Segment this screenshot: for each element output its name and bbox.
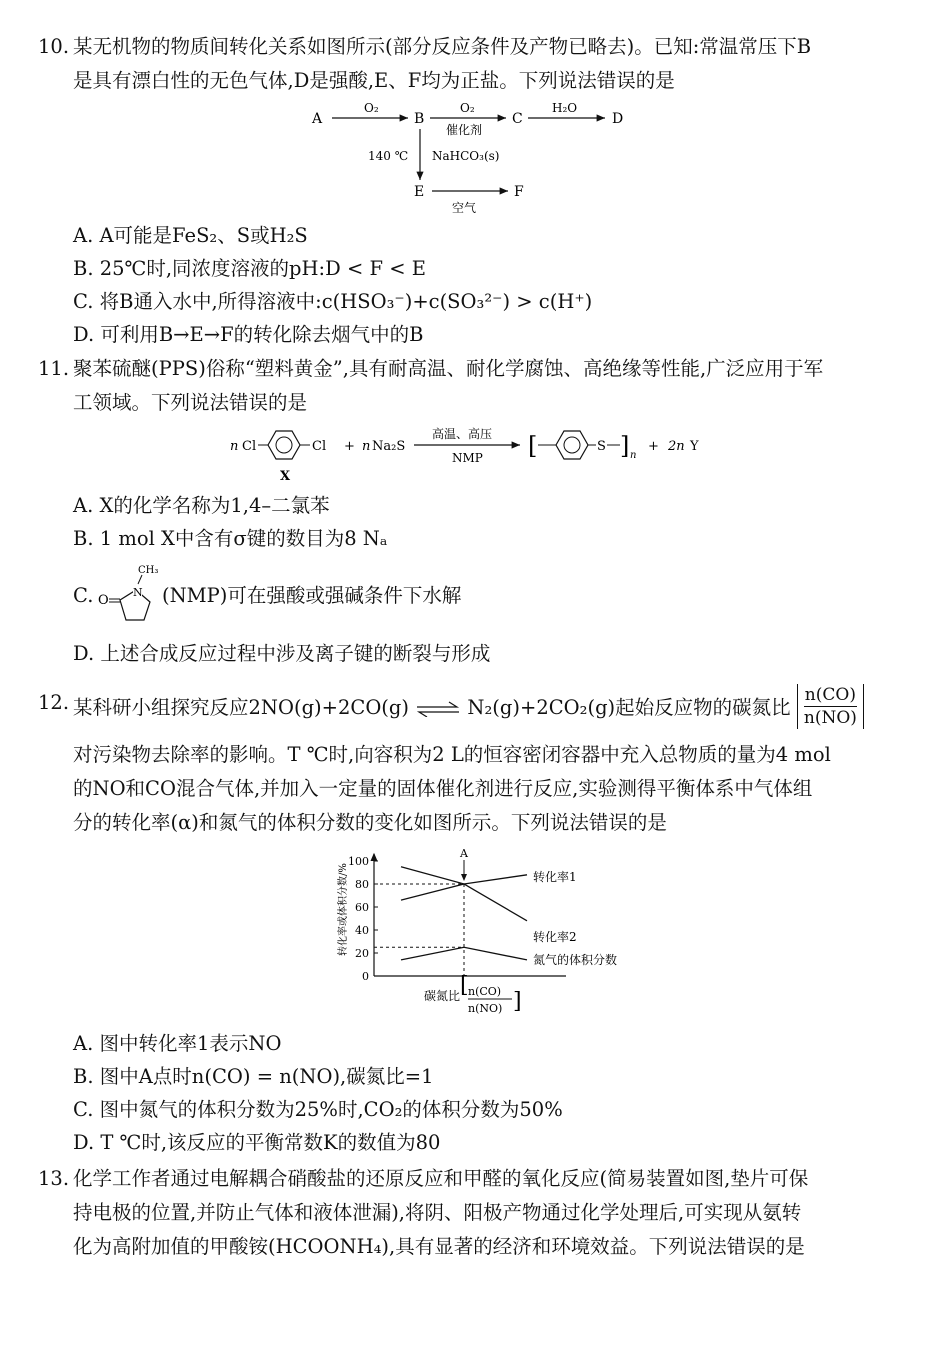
x-axis-label: 碳氮比 [424, 989, 461, 1003]
condition-nmp: NMP [452, 451, 483, 465]
product-y: Y [690, 439, 699, 454]
option-b: B. 图中A点时n(CO) = n(NO),碳氮比=1 [73, 1065, 434, 1088]
species-E: E [414, 184, 425, 200]
question-number: 13. [38, 1167, 70, 1190]
fraction-numerator: n(CO) [804, 685, 856, 705]
question-stem-part: N₂(g)+2CO₂(g)起始反应物的碳氮比 [467, 696, 791, 719]
q12-conversion-chart [326, 846, 626, 1026]
y-axis-label: 转化率或体积分数/% [338, 863, 349, 956]
species-F: F [514, 184, 524, 200]
question-stem-line: 持电极的位置,并防止气体和液体泄漏),将阴、阳极产物通过化学处理后,可实现从氨转 [73, 1201, 802, 1224]
option-c: C. 将B通入水中,所得溶液中:c(HSO₃⁻)+c(SO₃²⁻) > c(H⁺) [73, 290, 593, 313]
y-tick-label: 60 [355, 901, 369, 914]
sulfur: S [597, 439, 606, 454]
question-number: 10. [38, 35, 70, 58]
plus-sign: + [344, 439, 355, 454]
question-stem-line: 某无机物的物质间转化关系如图所示(部分反应条件及产物已略去)。已知:常温常压下B [73, 35, 812, 58]
benzene-ring [556, 431, 588, 459]
question-stem-line: 分的转化率(α)和氮气的体积分数的变化如图所示。下列说法错误的是 [73, 811, 667, 834]
question-stem-part: 某科研小组探究反应2NO(g)+2CO(g) [73, 696, 410, 719]
y-tick-label: 20 [355, 947, 369, 960]
label-x: X [280, 469, 291, 484]
bracket-right: ] [620, 432, 630, 460]
question-11 [38, 352, 918, 420]
x-axis-fraction-top: n(CO) [468, 985, 502, 998]
question-12 [38, 685, 918, 728]
reagent-h2o: H₂O [552, 101, 578, 115]
chlorine-left: Cl [242, 439, 257, 454]
question-number: 12. [38, 691, 70, 714]
x-axis-fraction-bottom: n(NO) [468, 1002, 503, 1015]
option-a: A. 图中转化率1表示NO [73, 1032, 282, 1055]
question-stem-line: 工领域。下列说法错误的是 [73, 391, 308, 414]
bracket-left: [ [528, 432, 538, 460]
condition-catalyst: 催化剂 [446, 123, 483, 137]
species-D: D [612, 111, 624, 127]
condition-high-temp-pressure: 高温、高压 [432, 427, 493, 441]
q11-pps-reaction [228, 418, 718, 488]
question-10 [38, 30, 918, 98]
series-label: 氮气的体积分数 [533, 952, 618, 967]
reversible-arrow [415, 701, 461, 717]
y-tick-label: 0 [362, 970, 369, 983]
series-label: 转化率2 [533, 929, 577, 944]
option-c-text: (NMP)可在强酸或强碱条件下水解 [162, 584, 462, 607]
benzene-ring [268, 431, 300, 459]
methyl-group: CH₃ [138, 565, 159, 576]
q10-transformation-scheme [300, 96, 640, 226]
reagent-o2: O₂ [364, 101, 379, 115]
option-d: D. 可利用B→E→F的转化除去烟气中的B [73, 323, 424, 346]
option-d: D. 上述合成反应过程中涉及离子键的断裂与形成 [73, 642, 491, 665]
option-a: A. A可能是FeS₂、S或H₂S [73, 224, 308, 247]
coefficient-n: n [230, 439, 239, 454]
nmp-structure [98, 562, 162, 630]
coefficient-2n: 2n [668, 439, 685, 454]
y-tick-label: 80 [355, 878, 369, 891]
point-a-label: A [460, 847, 468, 860]
atom-n: N [133, 586, 143, 599]
question-number: 11. [38, 357, 70, 380]
sodium-sulfide: Na₂S [372, 439, 406, 454]
species-B: B [414, 111, 425, 127]
reagent-o2: O₂ [460, 101, 475, 115]
question-stem-line: 的NO和CO混合气体,并加入一定量的固体催化剂进行反应,实验测得平衡体系中气体组 [73, 777, 813, 800]
question-stem-line: 对污染物去除率的影响。T ℃时,向容积为2 L的恒容密闭容器中充入总物质的量为4 mol [73, 743, 831, 766]
option-c: C. 图中氮气的体积分数为25%时,CO₂的体积分数为50% [73, 1098, 563, 1121]
question-stem-line: 化学工作者通过电解耦合硝酸盐的还原反应和甲醛的氧化反应(简易装置如图,垫片可保 [73, 1167, 809, 1190]
subscript-n: n [630, 450, 637, 461]
fraction-denominator: n(NO) [803, 708, 857, 728]
question-stem-line: 聚苯硫醚(PPS)俗称“塑料黄金”,具有耐高温、耐化学腐蚀、高绝缘等性能,广泛应用于军 [73, 357, 824, 380]
series-label: 转化率1 [533, 869, 577, 884]
option-a: A. X的化学名称为1,4–二氯苯 [73, 494, 330, 517]
y-tick-label: 100 [348, 855, 369, 868]
carbon-nitrogen-ratio-fraction [797, 684, 864, 729]
question-stem-line: 化为高附加值的甲酸铵(HCOONH₄),具有显著的经济和环境效益。下列说法错误的是 [73, 1235, 805, 1258]
y-tick-label: 40 [355, 924, 369, 937]
atom-o: O [98, 593, 109, 608]
reagent-air: 空气 [452, 201, 477, 215]
species-C: C [512, 111, 523, 127]
question-stem-line: 是具有漂白性的无色气体,D是强酸,E、F均为正盐。下列说法错误的是 [73, 69, 675, 92]
svg-text:[: [ [460, 973, 469, 998]
species-A: A [312, 111, 323, 127]
question-13 [38, 1162, 918, 1264]
svg-text:]: ] [513, 989, 522, 1014]
option-d: D. T ℃时,该反应的平衡常数K的数值为80 [73, 1131, 441, 1154]
question-12-stem [38, 738, 918, 840]
reagent-nahco3: NaHCO₃(s) [432, 149, 500, 163]
plus-sign: + [648, 439, 659, 454]
chlorine-right: Cl [312, 439, 327, 454]
option-c-label: C. [73, 584, 94, 607]
condition-temperature: 140 ℃ [368, 149, 409, 163]
coefficient-n: n [362, 439, 371, 454]
option-b: B. 25℃时,同浓度溶液的pH:D < F < E [73, 257, 426, 280]
option-b: B. 1 mol X中含有σ键的数目为8 Nₐ [73, 527, 388, 550]
